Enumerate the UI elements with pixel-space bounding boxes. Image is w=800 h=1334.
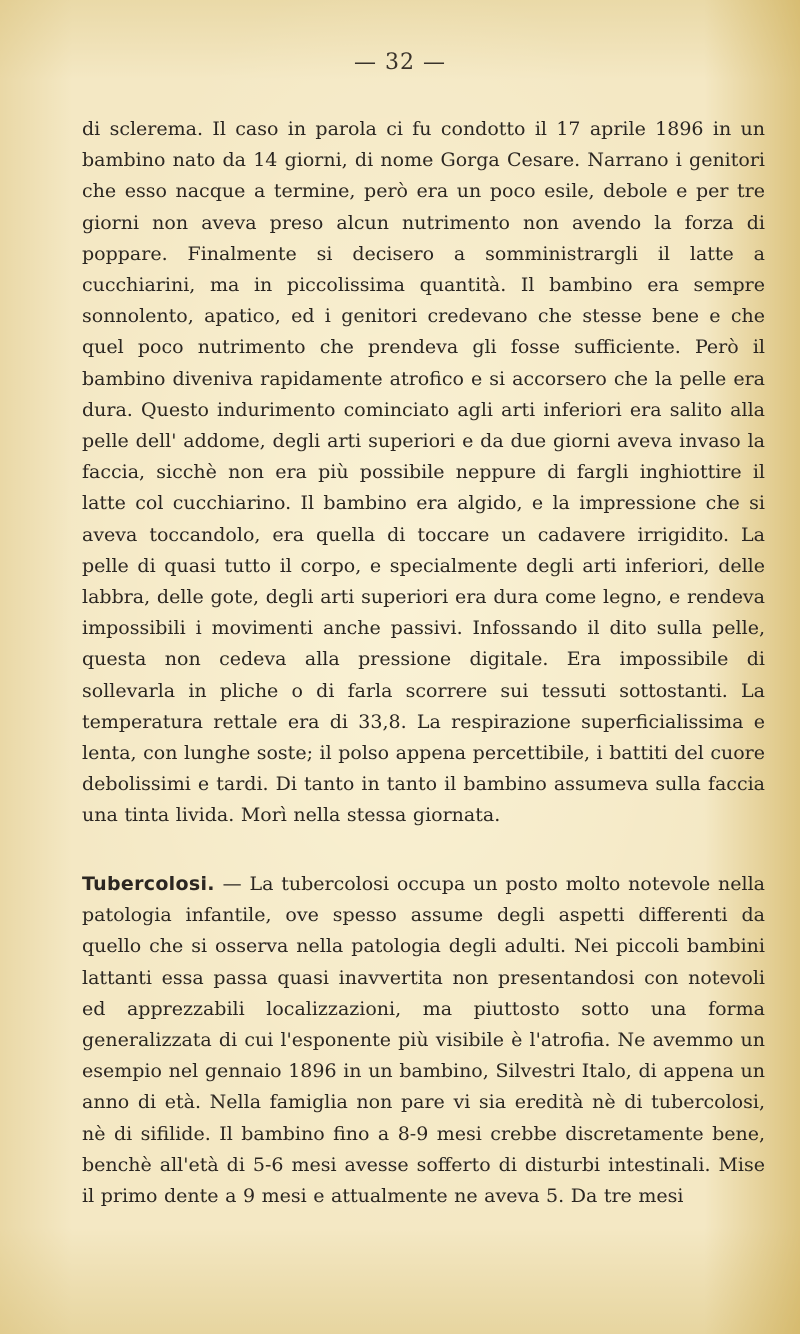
- section-heading: Tubercolosi.: [82, 873, 215, 895]
- paragraph-tubercolosi: [82, 869, 765, 1212]
- paragraph-tubercolosi-text: — La tubercolosi occupa un posto molto notevole nella patologia infantile, ove spesso assume degli aspetti differenti da quello che si osserva nella patologia degli adulti. Nei piccoli bambini lattanti essa passa quasi inavvertita non presentandosi con notevoli ed apprezzabili localizzazioni, ma piuttosto sotto una forma generalizzata di cui l'esponente più visibile è l'atrofia. Ne avemmo un esempio nel gennaio 1896 in un bambino, Silvestri Italo, di appena un anno di età. Nella famiglia non pare vi sia eredità nè di tubercolosi, nè di sifilide. Il bambino fino a 8-9 mesi crebbe discretamente bene, benchè all'età di 5-6 mesi avesse sofferto di disturbi intestinali. Mise il primo dente a 9 mesi e attualmente ne aveva 5. Da tre mesi: [82, 873, 765, 1208]
- paragraph-sclerema-case: di sclerema. Il caso in parola ci fu condotto il 17 aprile 1896 in un bambino nato da 14 giorni, di nome Gorga Cesare. Narrano i genitori che esso nacque a termine, però era un poco esile, debole e per tre giorni non aveva preso alcun nutrimento non avendo la forza di poppare. Finalmente si decisero a somministrargli il latte a cucchiarini, ma in piccolissima quantità. Il bambino era sempre sonnolento, apatico, ed i genitori credevano che stesse bene e che quel poco nutrimento che prendeva gli fosse sufficiente. Però il bambino diveniva rapidamente atrofico e si accorsero che la pelle era dura. Questo indurimento cominciato agli arti inferiori era salito alla pelle dell' addome, degli arti superiori e da due giorni aveva invaso la faccia, sicchè non era più possibile neppure di fargli inghiottire il latte col cucchiarino. Il bambino era algido, e la impressione che si aveva toccandolo, era quella di toccare un cadavere irrigidito. La pelle di quasi tutto il corpo, e specialmente degli arti inferiori, delle labbra, delle gote, degli arti superiori era dura come legno, e rendeva impossibili i movimenti anche passivi. Infossando il dito sulla pelle, questa non cedeva alla pressione digitale. Era impossibile di sollevarla in pliche o di farla scorrere sui tessuti sottostanti. La temperatura rettale era di 33,8. La respirazione superficialissima e lenta, con lunghe soste; il polso appena percettibile, i battiti del cuore debolissimi e tardi. Di tanto in tanto il bambino assumeva sulla faccia una tinta livida. Morì nella stessa giornata.: [82, 118, 765, 827]
- page-number: — 32 —: [354, 50, 446, 75]
